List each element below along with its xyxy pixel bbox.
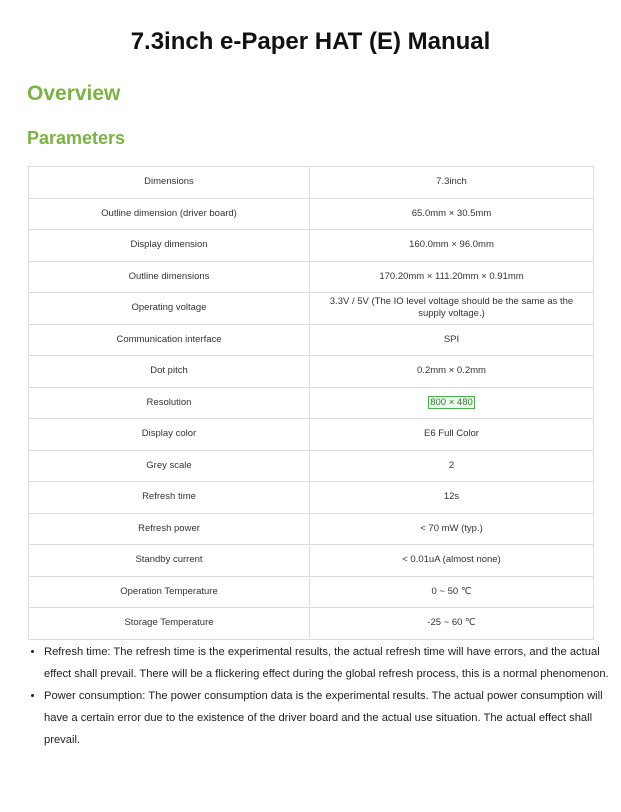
table-row	[29, 293, 594, 325]
param-name: Storage Temperature	[29, 608, 310, 640]
note-power-consumption: • Power consumption: The power consumption data is the experimental results. The actual power consumption will have a certain error due to the existence of the driver board and the actual use situation. The actual effect shall prevail.	[44, 685, 609, 751]
param-value: 7.3inch	[310, 167, 594, 199]
param-name: Dot pitch	[29, 356, 310, 388]
table-row	[29, 513, 594, 545]
param-value: 160.0mm × 96.0mm	[310, 230, 594, 262]
section-heading-parameters: Parameters	[27, 128, 126, 148]
table-row	[29, 419, 594, 451]
table-row	[29, 324, 594, 356]
param-name: Display dimension	[29, 230, 310, 262]
param-value: 12s	[310, 482, 594, 514]
section-heading-overview: Overview	[27, 82, 121, 105]
table-row	[29, 387, 594, 419]
param-value	[310, 387, 594, 419]
param-value: < 0.01uA (almost none)	[310, 545, 594, 577]
table-row	[29, 198, 594, 230]
param-value: 2	[310, 450, 594, 482]
param-name: Refresh power	[29, 513, 310, 545]
param-name: Outline dimensions	[29, 261, 310, 293]
param-name: Outline dimension (driver board)	[29, 198, 310, 230]
param-name: Dimensions	[29, 167, 310, 199]
param-name: Operation Temperature	[29, 576, 310, 608]
param-name: Standby current	[29, 545, 310, 577]
note-refresh-time: • Refresh time: The refresh time is the experimental results, the actual refresh time will have errors, and the actual effect shall prevail. There will be a flickering effect during the global refresh process, this is a normal phenomenon.	[44, 641, 609, 685]
table-row	[29, 450, 594, 482]
param-value: 0 ~ 50 ℃	[310, 576, 594, 608]
table-row	[29, 576, 594, 608]
param-value: 3.3V / 5V (The IO level voltage should be the same as the supply voltage.)	[310, 293, 594, 325]
table-row	[29, 608, 594, 640]
table-row	[29, 167, 594, 199]
table-row	[29, 230, 594, 262]
table-row	[29, 482, 594, 514]
table-row	[29, 545, 594, 577]
param-value: 65.0mm × 30.5mm	[310, 198, 594, 230]
param-value: 0.2mm × 0.2mm	[310, 356, 594, 388]
param-value: SPI	[310, 324, 594, 356]
param-value: -25 ~ 60 ℃	[310, 608, 594, 640]
parameters-table	[28, 166, 594, 640]
param-name: Refresh time	[29, 482, 310, 514]
notes-list	[28, 641, 609, 751]
param-value: E6 Full Color	[310, 419, 594, 451]
param-name: Communication interface	[29, 324, 310, 356]
param-value: 170.20mm × 111.20mm × 0.91mm	[310, 261, 594, 293]
resolution-link[interactable]: 800 × 480	[430, 396, 473, 408]
param-name: Display color	[29, 419, 310, 451]
param-name: Grey scale	[29, 450, 310, 482]
param-name: Operating voltage	[29, 293, 310, 325]
page-title: 7.3inch e-Paper HAT (E) Manual	[130, 28, 491, 55]
table-row	[29, 261, 594, 293]
param-name: Resolution	[29, 387, 310, 419]
table-row	[29, 356, 594, 388]
param-value: < 70 mW (typ.)	[310, 513, 594, 545]
